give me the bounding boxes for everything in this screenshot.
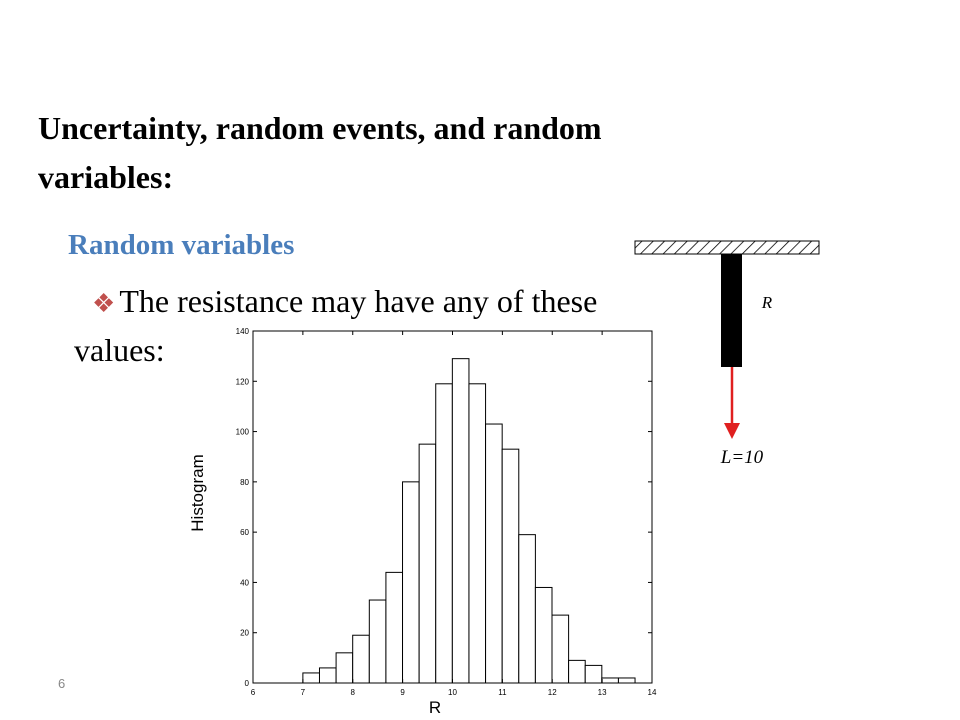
slide-title: Uncertainty, random events, and random variables: xyxy=(38,110,602,195)
section-subheading: Random variables xyxy=(68,229,295,261)
x-tick-label: 7 xyxy=(300,688,306,697)
load-arrow-head xyxy=(724,423,740,439)
x-tick-label: 9 xyxy=(400,688,405,697)
y-tick-label: 60 xyxy=(240,528,249,538)
diamond-bullet-icon: ❖ xyxy=(92,289,116,318)
x-tick-label: 6 xyxy=(250,688,256,697)
y-tick-label: 20 xyxy=(240,628,249,638)
x-tick-label: 13 xyxy=(597,688,607,697)
hatched-support xyxy=(635,241,819,254)
y-tick-label: 80 xyxy=(240,477,249,487)
load-label: L=10 xyxy=(720,447,764,468)
resistance-label: R xyxy=(761,293,773,312)
resistance-bar xyxy=(721,254,742,367)
y-tick-label: 100 xyxy=(235,427,249,437)
y-tick-label: 0 xyxy=(244,679,249,688)
x-tick-label: 8 xyxy=(350,688,355,697)
y-axis-label: Histogram xyxy=(188,454,207,532)
x-tick-label: 10 xyxy=(448,688,457,697)
x-tick-label: 12 xyxy=(547,688,557,697)
y-tick-label: 140 xyxy=(235,327,249,336)
x-tick-label: 11 xyxy=(498,688,507,697)
bullet-continuation: values: xyxy=(74,332,165,368)
bullet-text: The resistance may have any of these xyxy=(119,283,598,319)
x-tick-label: 14 xyxy=(647,688,657,697)
y-tick-label: 40 xyxy=(240,578,249,588)
y-tick-label: 120 xyxy=(235,377,249,387)
x-axis-label: R xyxy=(428,698,442,717)
page-number: 6 xyxy=(58,676,66,691)
